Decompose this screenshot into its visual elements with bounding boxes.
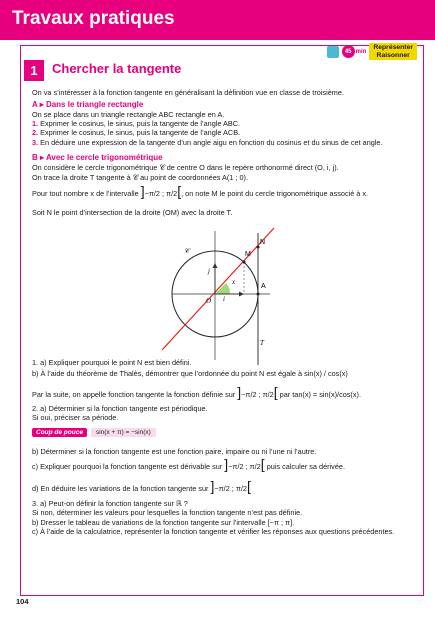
part-a-q3 [32,138,383,147]
trig-circle-figure [162,225,302,375]
duration [342,45,367,58]
q2-text: Exprimer le cosinus, le sinus, puis la tangente de l’angle ACB. [40,128,241,137]
frac-sin-cos: sin(x) / cos(x) [304,369,348,378]
q3b: b) Dresser le tableau de variations de la fonction tangente sur l’intervalle [−π ; π]. [32,518,295,527]
skill-1: Représenter [373,44,413,51]
hint-text: sin(x + π) = −sin(x) [91,428,156,437]
q2-number: 2. [32,128,39,137]
bracket-open-3: ] [224,456,229,472]
q2b: b) Déterminer si la fonction tangente est une fonction paire, impaire ou ni l’une ni l’autre. [32,447,317,456]
point-M [243,261,246,264]
exercise-title: Chercher la tangente [52,61,182,76]
part-a-q1 [32,119,240,128]
part-a-line0: On se place dans un triangle rectangle ABC rectangle en A. [32,110,225,119]
part-b-title: B ▸ Avec le cercle trigonométrique [32,153,163,162]
skills-badge [369,43,417,60]
line3-start: Pour tout nombre x de l’intervalle [32,189,139,198]
q2d: d) En déduire les variations de la fonction tangente sur [32,484,209,493]
label-M: M [245,251,251,258]
bracket-close-4: [ [246,478,251,494]
bracket-open-4: ] [210,478,215,494]
skill-2: Raisonner [376,51,410,59]
hint-label: Coup de pouce [32,428,87,437]
q1a: 1. a) Expliquer pourquoi le point N est bien défini. [32,358,192,367]
exercise-meta [327,43,417,60]
duration-unit: min [355,48,367,55]
point-A [257,293,260,296]
def-end: par tan(x) = sin(x)/cos(x). [279,390,361,399]
q1-text: Exprimer le cosinus, le sinus, puis la tangente de l’angle ABC. [40,119,241,128]
label-T: T [260,339,264,347]
q1b-line [32,369,348,378]
q3c: c) À l’aide de la calculatrice, représenter la fonction tangente et vérifier les réponses aux questions précédentes. [32,527,395,536]
clock-icon: 45 [342,45,355,58]
label-C: 𝒞 [184,247,190,255]
q1-number: 1. [32,119,39,128]
q2a: 2. a) Déterminer si la fonction tangente est périodique. [32,404,208,413]
bracket-open-2: ] [237,384,242,400]
part-b-line3 [32,183,369,199]
label-N: N [260,239,266,246]
q3-text: En déduire une expression de la tangente d’un angle aigu en fonction du cosinus et du sinus de cet angle. [40,138,383,147]
calculator-icon [327,46,339,58]
q2c-end: puis calculer sa dérivée. [266,462,345,471]
part-a-q2 [32,128,240,137]
page-number: 104 [16,597,29,606]
label-j: j [208,267,210,275]
q3a: 3. a) Peut-on définir la fonction tangente sur ℝ ? [32,499,188,508]
bracket-close-2: [ [273,384,278,400]
q2c-line [32,456,345,472]
q1b: b) À l’aide du théorème de Thalès, démontrer que l’ordonnée du point N est égale à [32,369,303,378]
exercise-number: 1 [24,60,44,81]
q2c-start: c) Expliquer pourquoi la fonction tangente est dérivable sur [32,462,223,471]
interval-4: −π/2 ; π/2 [214,484,247,493]
bracket-open: ] [140,183,145,199]
intro-text: On va s’intéresser à la fonction tangente en généralisant la définition vue en classe de troisième. [32,88,344,97]
line3-end: , on note M le point du cercle trigonométrique associé à x. [181,189,369,198]
q3a2: Si non, déterminer les valeurs pour lesquelles la fonction tangente n’est pas définie. [32,508,303,517]
page-title: Travaux pratiques [12,8,175,29]
part-a-title: A ▸ Dans le triangle rectangle [32,100,144,109]
bracket-close-3: [ [260,456,265,472]
part-b-line2: On trace la droite T tangente à 𝒞 au point de coordonnées A(1 ; 0). [32,173,248,182]
part-b-line1: On considère le cercle trigonométrique 𝒞 de centre O dans le repère orthonormé direct (O, i, j). [32,163,339,172]
label-A: A [261,283,266,290]
q2d-line [32,478,251,494]
vector-i-arrow [239,292,244,297]
label-x: x [232,278,236,286]
q2a2: Si oui, préciser sa période. [32,413,119,422]
bracket-close: [ [177,183,182,199]
definition-line [32,384,361,400]
hint-box [32,428,156,437]
q3-number: 3. [32,138,39,147]
label-i: i [223,295,225,303]
interval-3: −π/2 ; π/2 [228,462,261,471]
part-b-line4: Soit N le point d’intersection de la droite (OM) avec la droite T. [32,208,233,217]
interval-2: −π/2 ; π/2 [241,390,274,399]
vector-j-arrow [213,263,218,268]
label-O: O [206,297,212,305]
def-start: Par la suite, on appelle fonction tangente la fonction définie sur [32,390,236,399]
interval-1: −π/2 ; π/2 [144,189,178,198]
